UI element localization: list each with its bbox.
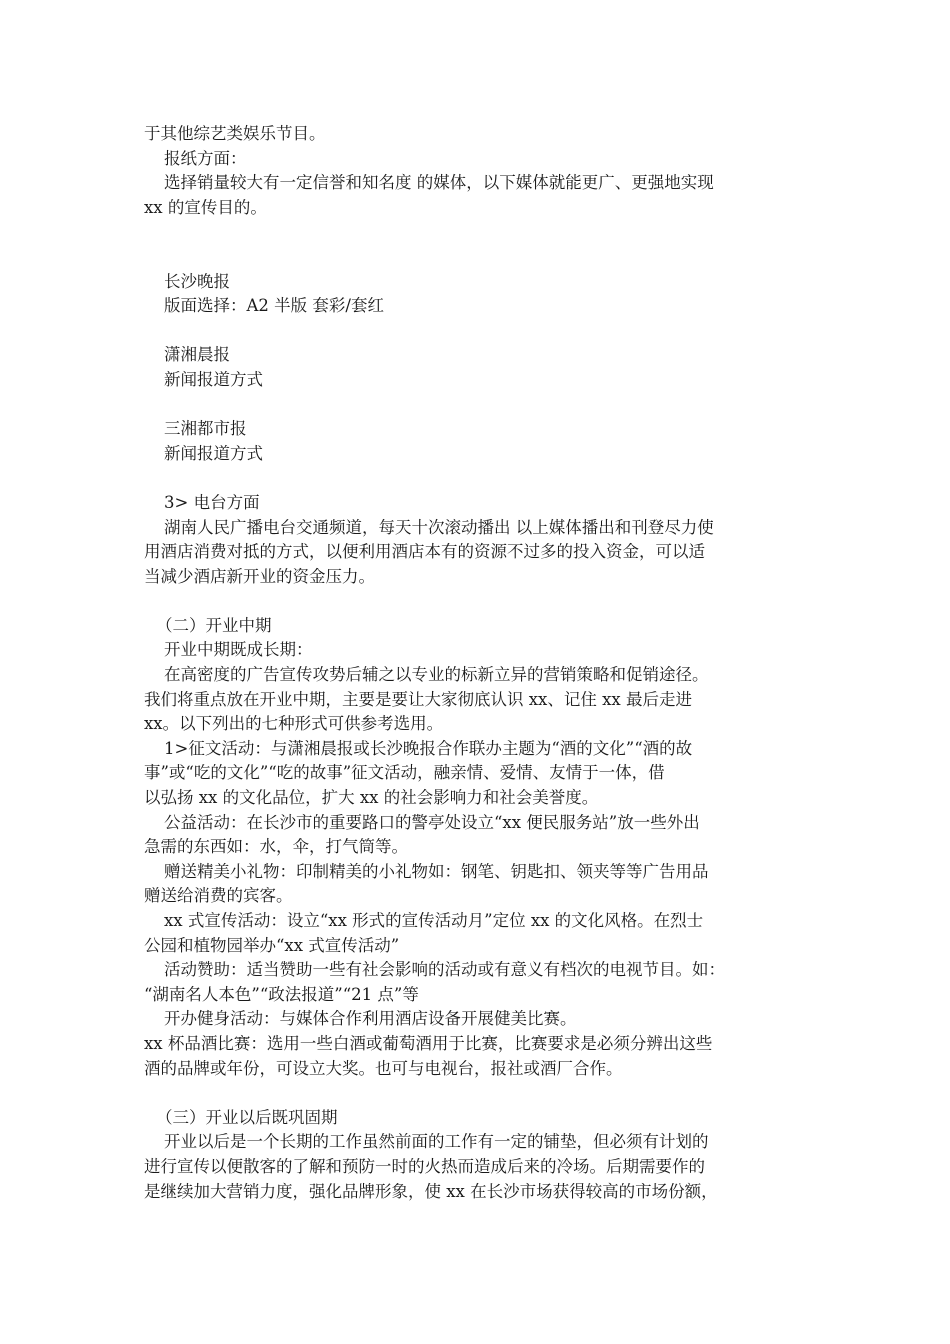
activity-line: 开办健身活动：与媒体合作利用酒店设备开展健美比赛。 [164,1009,577,1029]
spacer [144,393,814,418]
paragraph-line: 开业以后是一个长期的工作虽然前面的工作有一定的铺垫，但必须有计划的 [164,1132,709,1152]
activity-line: 赠送给消费的宾客。 [144,886,293,906]
section-heading-newspaper: 报纸方面： [164,148,247,168]
activity-line: 公园和植物园举办“xx 式宣传活动” [144,935,400,955]
spacer [144,1081,814,1106]
paragraph-line: xx 的宣传目的。 [144,197,267,217]
newspaper-name: 潇湘晨报 [164,345,230,365]
spacer [144,589,814,614]
activity-line: 活动赞助：适当赞助一些有社会影响的活动或有意义有档次的电视节目。如： [164,960,725,980]
spacer [144,466,814,491]
subheading-mid: 开业中期既成长期： [164,640,313,660]
paragraph-line: xx。以下列出的七种形式可供参考选用。 [144,714,444,734]
activity-line: “湖南名人本色”“政法报道”“21 点”等 [144,984,419,1004]
activity-line: 公益活动：在长沙市的重要路口的警亭处设立“xx 便民服务站”放一些外出 [164,812,700,832]
paragraph-line: 我们将重点放在开业中期，主要是要让大家彻底认识 xx、记住 xx 最后走进 [144,689,692,709]
paragraph-line: 用酒店消费对抵的方式，以便利用酒店本有的资源不过多的投入资金，可以适 [144,542,705,562]
activity-line: 赠送精美小礼物：印制精美的小礼物如：钢笔、钥匙扣、领夹等等广告用品 [164,861,709,881]
section-heading-late: （三）开业以后既巩固期 [156,1107,338,1127]
paragraph-line: 于其他综艺类娱乐节目。 [144,124,326,143]
spacer [144,220,814,269]
newspaper-detail: 新闻报道方式 [164,443,263,463]
paragraph-line: 进行宣传以便散客的了解和预防一时的火热而造成后来的冷场。后期需要作的 [144,1156,705,1176]
activity-line: 急需的东西如：水，伞，打气筒等。 [144,837,408,857]
paragraph-line: 湖南人民广播电台交通频道，每天十次滚动播出 以上媒体播出和刊登尽力使 [164,517,714,537]
newspaper-detail: 新闻报道方式 [164,369,263,389]
document-page [144,122,814,1204]
newspaper-detail: 版面选择：A2 半版 套彩/套红 [164,296,384,316]
paragraph-line: 选择销量较大有一定信誉和知名度 的媒体，以下媒体就能更广、更强地实现 [164,173,714,193]
activity-line: xx 式宣传活动：设立“xx 形式的宣传活动月”定位 xx 的文化风格。在烈士 [164,911,704,930]
activity-line: 以弘扬 xx 的文化品位，扩大 xx 的社会影响力和社会美誉度。 [144,788,599,808]
section-heading-mid: （二）开业中期 [156,615,272,635]
paragraph-line: 是继续加大营销力度，强化品牌形象，使 xx 在长沙市场获得较高的市场份额， [144,1181,718,1201]
spacer [144,319,814,344]
paragraph-line: 当减少酒店新开业的资金压力。 [144,566,375,586]
activity-line: 事”或“吃的文化”“吃的故事”征文活动，融亲情、爱情、友情于一体，借 [144,763,665,783]
activity-line: 酒的品牌或年份，可设立大奖。也可与电视台，报社或酒厂合作。 [144,1058,623,1078]
section-heading-radio: 3> 电台方面 [164,492,260,512]
activity-line: 1>征文活动：与潇湘晨报或长沙晚报合作联办主题为“酒的文化”“酒的故 [164,738,693,758]
paragraph-line: 在高密度的广告宣传攻势后辅之以专业的标新立异的营销策略和促销途径。 [164,665,709,685]
activity-line: xx 杯品酒比赛：选用一些白酒或葡萄酒用于比赛，比赛要求是必须分辨出这些 [144,1033,713,1053]
newspaper-name: 长沙晚报 [164,271,230,291]
newspaper-name: 三湘都市报 [164,419,247,439]
